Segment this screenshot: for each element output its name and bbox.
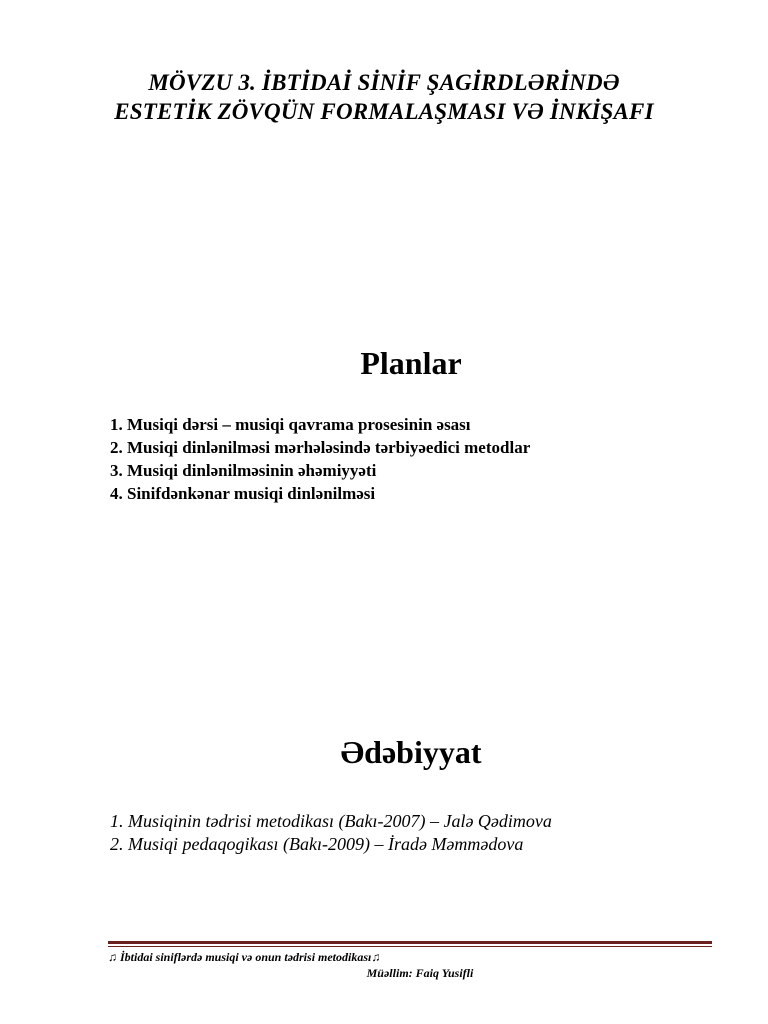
literature-item: 1. Musiqinin tədrisi metodikası (Bakı-2007) – Jalə Qədimova — [110, 811, 552, 831]
plan-heading: Planlar — [360, 345, 462, 381]
document-title — [0, 68, 768, 126]
footer-author: Müəllim: Faiq Yusifli — [366, 966, 474, 980]
literature-heading: Ədəbiyyat — [340, 734, 482, 770]
literature-item: 2. Musiqi pedaqogikası (Bakı-2009) – İradə Məmmədova — [110, 834, 524, 854]
title-line-2: ESTETİK ZÖVQÜN FORMALAŞMASI VƏ İNKİŞAFI — [114, 99, 654, 124]
plan-list — [110, 413, 530, 505]
footer-author-wrap — [0, 966, 768, 981]
title-line-1: MÖVZU 3. İBTİDAİ SİNİF ŞAGİRDLƏRİNDƏ — [148, 70, 620, 95]
literature-list — [110, 810, 552, 856]
footer-divider — [108, 941, 712, 947]
footer-divider-thick — [108, 941, 712, 944]
plan-item: 4. Sinifdənkənar musiqi dinlənilməsi — [110, 484, 376, 503]
footer-course-title: ♫ İbtidai siniflərdə musiqi və onun tədrisi metodikası♫ — [108, 950, 381, 964]
plan-item: 3. Musiqi dinlənilməsinin əhəmiyyəti — [110, 461, 377, 480]
plan-item: 1. Musiqi dərsi – musiqi qavrama prosesinin əsası — [110, 415, 471, 434]
footer-divider-thin — [108, 946, 712, 947]
plan-item: 2. Musiqi dinlənilməsi mərhələsində tərbiyəedici metodlar — [110, 438, 531, 457]
